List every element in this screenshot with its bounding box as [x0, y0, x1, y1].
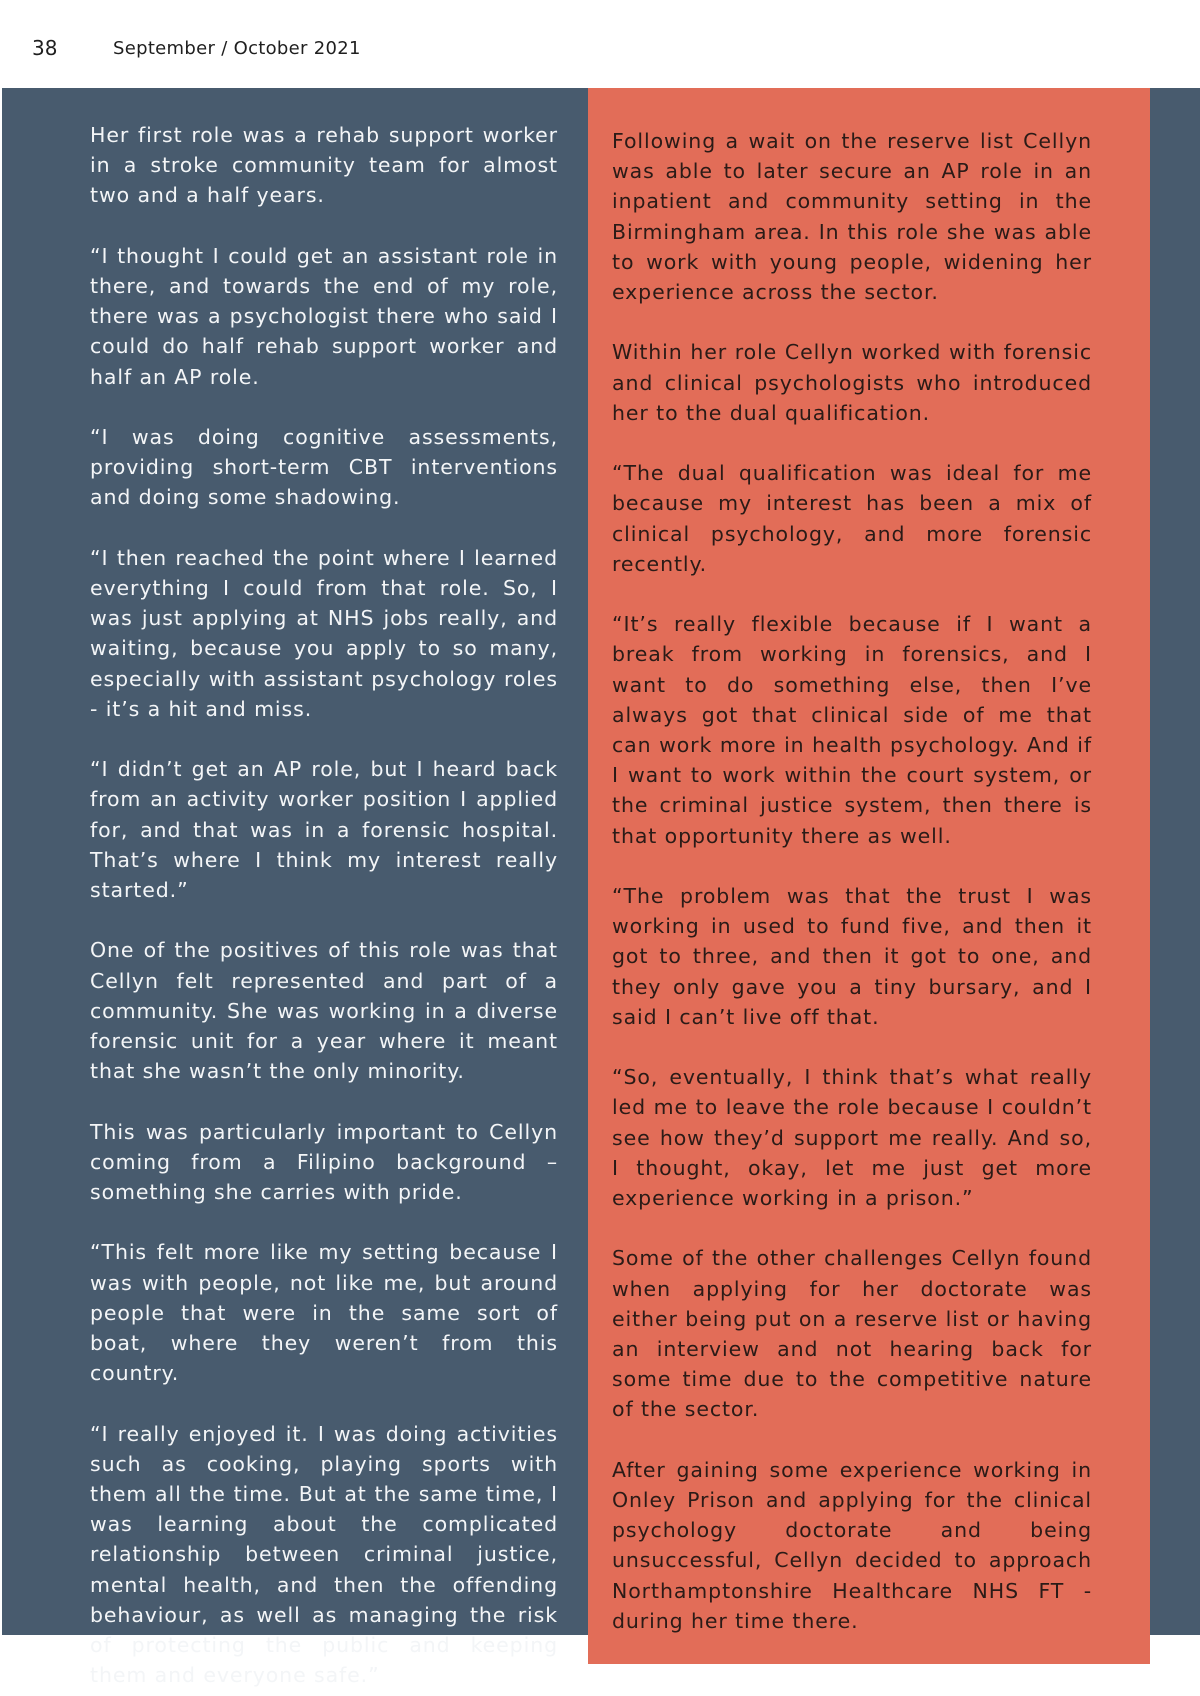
- paragraph: “I really enjoyed it. I was doing activities such as cooking, playing sports with them all the time. But at the same time, I was learning about the complicated relationship between criminal justice, mental health, and then the offending behaviour, as well as managing the risk of protecting the public and keeping them and everyone safe.”: [90, 1421, 558, 1688]
- paragraph: One of the positives of this role was that Cellyn felt represented and part of a community. She was working in a diverse forensic unit for a year where it meant that she wasn’t the only minority.: [90, 938, 558, 1084]
- paragraph: Her first role was a rehab support worker in a stroke community team for almost two and a half years.: [90, 123, 558, 208]
- paragraph: “It’s really flexible because if I want a break from working in forensics, and I want to do something else, then I’ve always got that clinical side of me that can work more in health psychology. And if I want to work within the court system, or the criminal justice system, then there is that opportunity there as well.: [612, 612, 1092, 848]
- paragraph: “The dual qualification was ideal for me because my interest has been a mix of clinical psychology, and more forensic recently.: [612, 461, 1092, 576]
- page-number: 38: [32, 36, 58, 60]
- issue-date: September / October 2021: [113, 38, 361, 59]
- paragraph: “The problem was that the trust I was working in used to fund five, and then it got to three, and then it got to one, and they only gave you a tiny bursary, and I said I can’t live off that.: [612, 884, 1092, 1029]
- paragraph: Following a wait on the reserve list Cellyn was able to later secure an AP role in an inpatient and community setting in the Birmingham area. In this role she was able to work with young people, widening her experience across the sector.: [612, 129, 1092, 305]
- paragraph: “I then reached the point where I learned everything I could from that role. So, I was just applying at NHS jobs really, and waiting, because you apply to so many, especially with assistant psychology roles - it’s a hit and miss.: [90, 545, 558, 721]
- paragraph: Within her role Cellyn worked with forensic and clinical psychologists who introduced her to the dual qualification.: [612, 340, 1092, 425]
- right-text-column: [612, 126, 1092, 1636]
- paragraph: “I thought I could get an assistant role in there, and towards the end of my role, there was a psychologist there who said I could do half rehab support worker and half an AP role.: [90, 243, 558, 389]
- paragraph: “I didn’t get an AP role, but I heard back from an activity worker position I applied for, and that was in a forensic hospital. That’s where I think my interest really started.”: [90, 757, 558, 903]
- left-text-column: [90, 120, 558, 1690]
- paragraph: “So, eventually, I think that’s what really led me to leave the role because I couldn’t see how they’d support me really. And so, I thought, okay, let me just get more experience working in a prison.”: [612, 1065, 1092, 1211]
- paragraph: “This felt more like my setting because I was with people, not like me, but around people that were in the same sort of boat, where they weren’t from this country.: [90, 1240, 558, 1386]
- paragraph: “I was doing cognitive assessments, providing short-term CBT interventions and doing some shadowing.: [90, 425, 558, 510]
- paragraph: After gaining some experience working in Onley Prison and applying for the clinical psychology doctorate and being unsuccessful, Cellyn decided to approach Northamptonshire Healthcare NHS FT - during her time there.: [612, 1457, 1092, 1633]
- paragraph: Some of the other challenges Cellyn found when applying for her doctorate was either being put on a reserve list or having an interview and not hearing back for some time due to the competitive nature of the sector.: [612, 1246, 1092, 1422]
- paragraph: This was particularly important to Cellyn coming from a Filipino background – something she carries with pride.: [90, 1119, 558, 1205]
